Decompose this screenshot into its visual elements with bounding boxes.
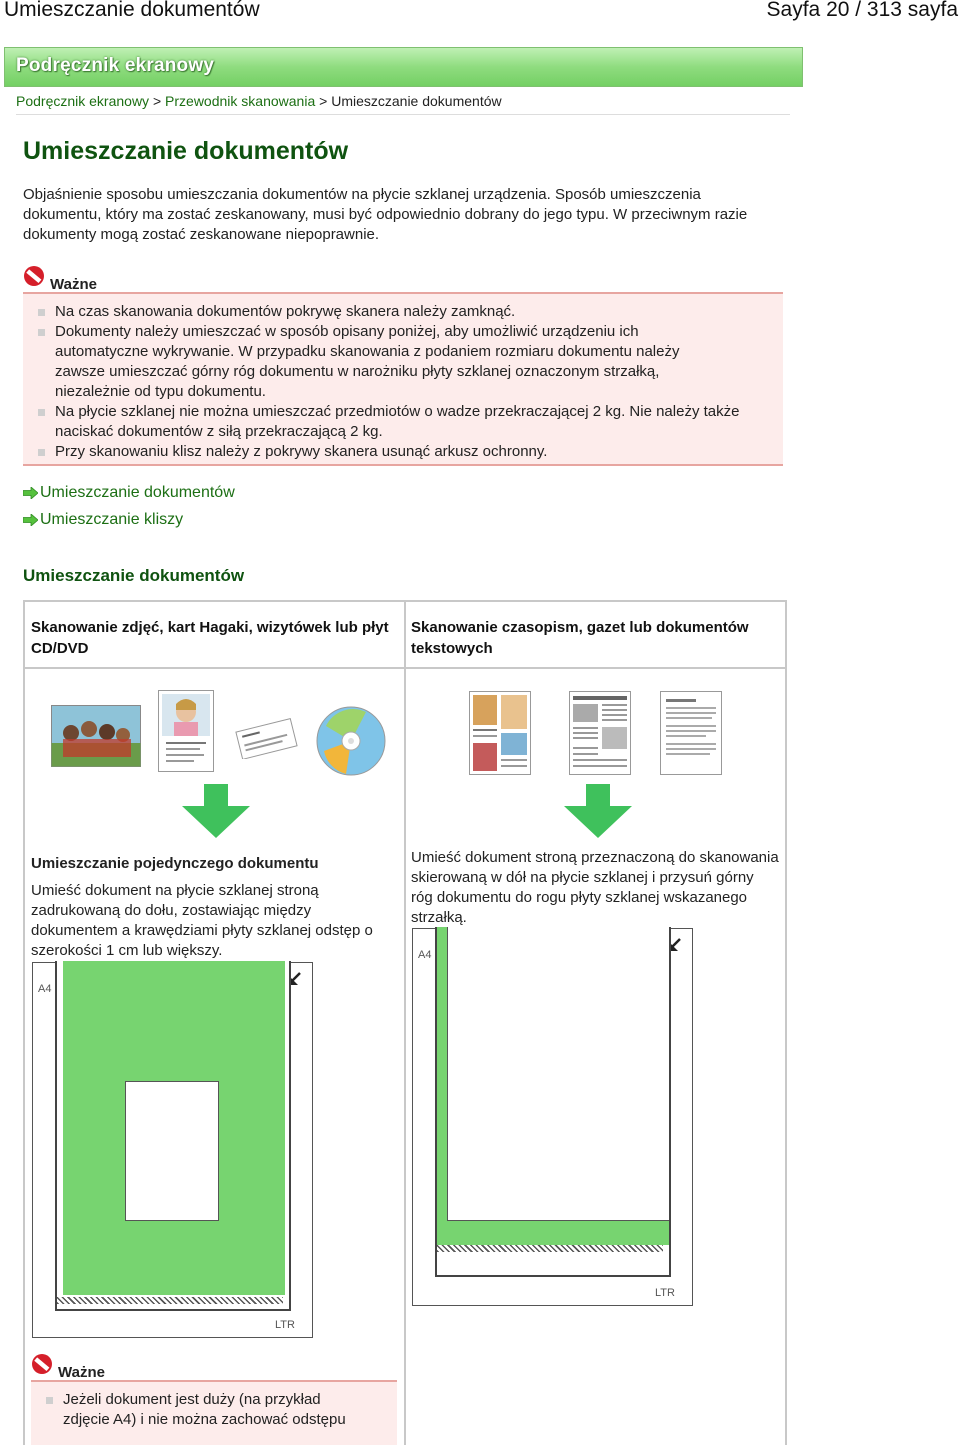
column-header-photos: Skanowanie zdjęć, kart Hagaki, wizytówek lub płyt CD/DVD bbox=[31, 619, 389, 657]
prohibited-icon bbox=[23, 265, 45, 287]
breadcrumb bbox=[16, 93, 502, 109]
section-heading: Umieszczanie dokumentów bbox=[23, 566, 245, 585]
glass-edge-hatch bbox=[57, 1297, 283, 1304]
single-document-text: Umieść dokument na płycie szklanej stroną zadrukowaną do dołu, zostawiając między dokumentem a krawędziami płyty szklanej odstęp o szerokości 1 cm lub większy. bbox=[31, 882, 373, 959]
newspaper-thumbnail bbox=[569, 691, 631, 775]
page-header-title: Umieszczanie dokumentów bbox=[4, 0, 260, 21]
important-title: Ważne bbox=[58, 1364, 105, 1381]
list-item: Na czas skanowania dokumentów pokrywę skanera należy zamknąć. bbox=[23, 302, 763, 322]
family-photo-thumbnail bbox=[51, 705, 141, 767]
text-document-instructions bbox=[411, 848, 779, 928]
header-divider bbox=[25, 667, 785, 669]
breadcrumb-current: Umieszczanie dokumentów bbox=[331, 93, 502, 109]
list-item: Przy skanowaniu klisz należy z pokrywy skanera usunąć arkusz ochronny. bbox=[23, 442, 763, 462]
important-header bbox=[31, 1358, 397, 1382]
link-placing-documents[interactable] bbox=[23, 479, 235, 506]
placement-table bbox=[23, 600, 787, 1445]
prohibited-icon bbox=[31, 1353, 53, 1375]
postcard-thumbnail bbox=[158, 690, 214, 772]
glass-label-ltr: LTR bbox=[275, 1319, 295, 1331]
column-divider bbox=[404, 602, 406, 1445]
business-card-thumbnail bbox=[234, 715, 298, 759]
glass-area bbox=[435, 927, 671, 1277]
important-title: Ważne bbox=[50, 276, 97, 293]
list-item: Jeżeli dokument jest duży (na przykład zdjęcie A4) i nie można zachować odstępu bbox=[31, 1390, 371, 1430]
glass-label-a4: A4 bbox=[38, 983, 52, 995]
cd-dvd-thumbnail bbox=[316, 706, 386, 776]
glass-edge-hatch bbox=[437, 1245, 663, 1252]
magazine-thumbnail bbox=[469, 691, 531, 775]
arrow-down-icon bbox=[182, 784, 250, 838]
important-list bbox=[23, 302, 763, 462]
text-document-thumbnail bbox=[660, 691, 722, 775]
important-box bbox=[23, 270, 783, 466]
scanner-glass-diagram bbox=[412, 928, 693, 1306]
column-header-magazines: Skanowanie czasopism, gazet lub dokumentów tekstowych bbox=[411, 619, 749, 657]
list-item: Dokumenty należy umieszczać w sposób opisany poniżej, aby umożliwić urządzeniu ich automatyczne wykrywanie. W przypadku skanowania z podaniem rozmiaru dokumentu należy zawsze umieszczać górny róg dokumentu w narożniku płyty szklanej oznaczonym strzałką, niezależnie od typu dokumentu. bbox=[23, 322, 723, 402]
list-item: Na płycie szklanej nie można umieszczać przedmiotów o wadze przekraczającej 2 kg. Nie należy także naciskać dokumentów z siłą przekraczającą 2 kg. bbox=[23, 402, 763, 442]
link-label: Umieszczanie kliszy bbox=[40, 511, 184, 528]
breadcrumb-separator: > bbox=[152, 93, 162, 109]
section-links bbox=[23, 479, 235, 533]
important-box bbox=[31, 1358, 397, 1445]
link-placing-film[interactable] bbox=[23, 506, 235, 533]
breadcrumb-divider bbox=[16, 114, 790, 115]
margin-area bbox=[125, 1081, 219, 1221]
breadcrumb-link-scanning-guide[interactable]: Przewodnik skanowania bbox=[165, 93, 316, 109]
page-counter: Sayfa 20 / 313 sayfa bbox=[766, 0, 958, 21]
page-title: Umieszczanie dokumentów bbox=[23, 137, 349, 165]
intro-paragraph: Objaśnienie sposobu umieszczania dokumentów na płycie szklanej urządzenia. Sposób umieszczenia dokumentu, który ma zostać zeskanowany, musi być odpowiednio dobrany do jego typu. W przeciwnym razie dokumenty mogą zostać zeskanowane niepoprawnie. bbox=[23, 186, 748, 243]
manual-banner bbox=[4, 47, 803, 87]
arrow-down-icon bbox=[564, 784, 632, 838]
scanned-area bbox=[447, 927, 669, 1221]
arrow-right-icon bbox=[23, 514, 38, 526]
banner-title: Podręcznik ekranowy bbox=[16, 55, 215, 76]
single-document-title: Umieszczanie pojedynczego dokumentu bbox=[31, 855, 319, 872]
breadcrumb-separator: > bbox=[319, 93, 328, 109]
glass-label-a4: A4 bbox=[418, 949, 432, 961]
breadcrumb-link-manual[interactable]: Podręcznik ekranowy bbox=[16, 93, 150, 109]
link-label: Umieszczanie dokumentów bbox=[40, 484, 235, 501]
important-header bbox=[23, 270, 783, 294]
text-document-text: Umieść dokument stroną przeznaczoną do skanowania skierowaną w dół na płycie szklanej i przysuń górny róg dokumentu do rogu płyty szklanej wskazanego strzałką. bbox=[411, 849, 779, 926]
glass-label-ltr: LTR bbox=[655, 1287, 675, 1299]
arrow-right-icon bbox=[23, 487, 38, 499]
single-document-instructions bbox=[31, 854, 393, 961]
important-list bbox=[31, 1390, 371, 1430]
scanner-glass-diagram bbox=[32, 962, 313, 1338]
page-header bbox=[0, 0, 960, 30]
glass-area bbox=[55, 961, 291, 1311]
